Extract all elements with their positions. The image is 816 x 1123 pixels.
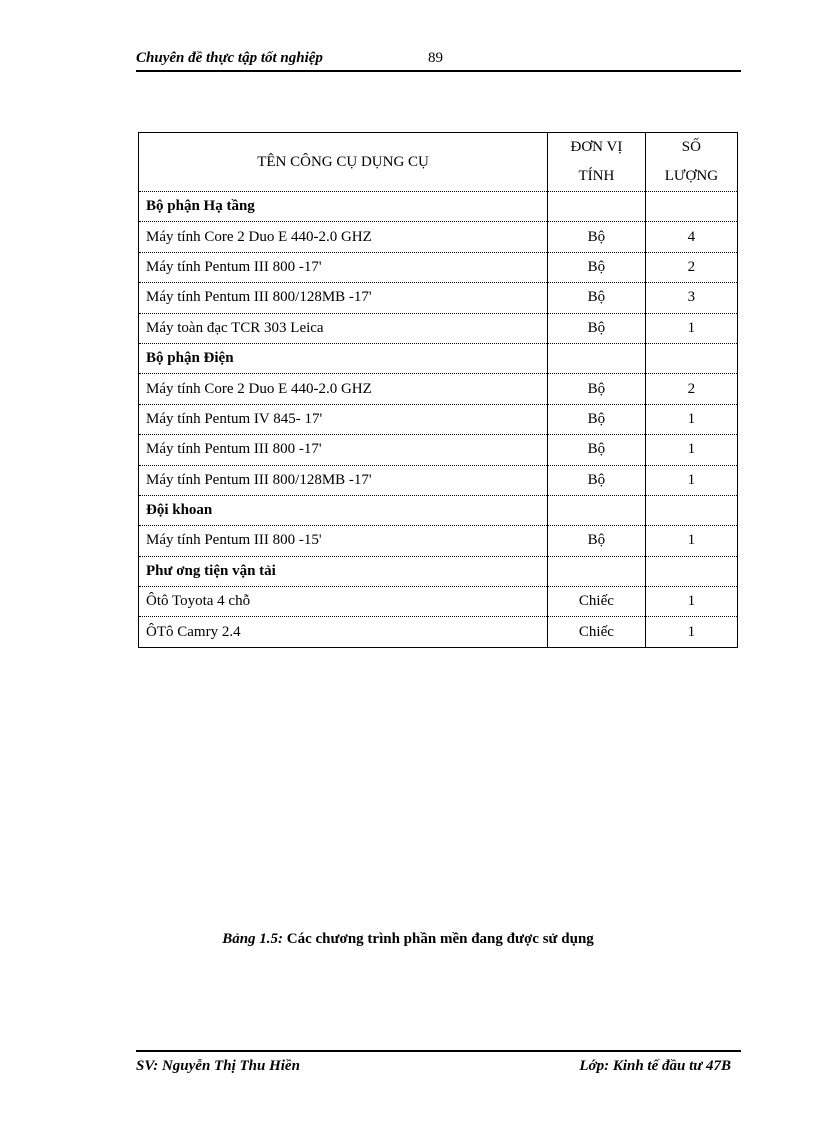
cell-unit <box>548 495 646 525</box>
table-row <box>139 465 738 495</box>
header-unit-line2: TÍNH <box>578 168 615 184</box>
cell-name: Máy tính Pentum III 800 -17' <box>139 252 548 282</box>
table-row <box>139 374 738 404</box>
cell-qty: 2 <box>645 374 737 404</box>
table-row <box>139 222 738 252</box>
cell-qty: 1 <box>645 617 737 647</box>
cell-unit: Bộ <box>548 313 646 343</box>
cell-name: Máy toàn đạc TCR 303 Leica <box>139 313 548 343</box>
cell-name: Máy tính Pentum III 800 -17' <box>139 435 548 465</box>
cell-name: Máy tính Pentum III 800 -15' <box>139 526 548 556</box>
table-body <box>139 192 738 648</box>
cell-name: Ôtô Toyota 4 chỗ <box>139 587 548 617</box>
cell-qty: 1 <box>645 313 737 343</box>
table-caption <box>0 931 816 948</box>
cell-name: Máy tính Pentum III 800/128MB -17' <box>139 465 548 495</box>
cell-name: Máy tính Pentum IV 845- 17' <box>139 404 548 434</box>
cell-name: Bộ phận Điện <box>139 343 548 373</box>
table-row <box>139 404 738 434</box>
tools-table <box>138 132 738 648</box>
cell-unit <box>548 192 646 222</box>
cell-qty <box>645 192 737 222</box>
table-row <box>139 283 738 313</box>
cell-qty <box>645 343 737 373</box>
cell-name: Đội khoan <box>139 495 548 525</box>
cell-unit <box>548 343 646 373</box>
header-title: Chuyên đề thực tập tốt nghiệp <box>136 50 323 66</box>
cell-unit: Bộ <box>548 465 646 495</box>
cell-unit: Chiếc <box>548 617 646 647</box>
cell-qty: 1 <box>645 465 737 495</box>
cell-qty: 1 <box>645 404 737 434</box>
header-qty-line1: SỐ <box>681 139 701 155</box>
table-group-row <box>139 556 738 586</box>
page-header <box>136 48 741 72</box>
cell-qty: 1 <box>645 435 737 465</box>
table-row <box>139 435 738 465</box>
cell-qty: 3 <box>645 283 737 313</box>
cell-name: Máy tính Core 2 Duo E 440-2.0 GHZ <box>139 374 548 404</box>
cell-unit: Bộ <box>548 404 646 434</box>
cell-qty: 4 <box>645 222 737 252</box>
cell-name: ÔTô Camry 2.4 <box>139 617 548 647</box>
cell-name: Máy tính Pentum III 800/128MB -17' <box>139 283 548 313</box>
cell-unit: Chiếc <box>548 587 646 617</box>
cell-name: Phư ơng tiện vận tải <box>139 556 548 586</box>
table-row <box>139 313 738 343</box>
page-footer <box>136 1050 741 1076</box>
cell-unit <box>548 556 646 586</box>
table-group-row <box>139 343 738 373</box>
cell-unit: Bộ <box>548 374 646 404</box>
cell-unit: Bộ <box>548 222 646 252</box>
table-header-row <box>139 133 738 192</box>
cell-name: Bộ phận Hạ tầng <box>139 192 548 222</box>
cell-qty: 1 <box>645 526 737 556</box>
cell-name: Máy tính Core 2 Duo E 440-2.0 GHZ <box>139 222 548 252</box>
page-number: 89 <box>428 50 443 66</box>
table-group-row <box>139 192 738 222</box>
caption-label: Bảng 1.5: <box>222 931 284 947</box>
cell-qty: 1 <box>645 587 737 617</box>
table-row <box>139 526 738 556</box>
caption-text: Các chương trình phần mền đang được sử dụng <box>283 931 594 947</box>
table-group-row <box>139 495 738 525</box>
header-qty-line2: LƯỢNG <box>664 168 719 184</box>
footer-class: Lớp: Kinh tế đầu tư 47B <box>579 1058 731 1074</box>
table-row <box>139 587 738 617</box>
header-qty <box>645 133 737 192</box>
cell-unit: Bộ <box>548 526 646 556</box>
table-row <box>139 617 738 647</box>
cell-unit: Bộ <box>548 435 646 465</box>
cell-qty <box>645 556 737 586</box>
footer-student: SV: Nguyễn Thị Thu Hiền <box>136 1058 300 1074</box>
cell-unit: Bộ <box>548 283 646 313</box>
header-unit-line1: ĐƠN VỊ <box>570 139 623 155</box>
header-unit <box>548 133 646 192</box>
cell-qty <box>645 495 737 525</box>
cell-unit: Bộ <box>548 252 646 282</box>
table-row <box>139 252 738 282</box>
header-name: TÊN CÔNG CỤ DỤNG CỤ <box>139 133 548 192</box>
cell-qty: 2 <box>645 252 737 282</box>
